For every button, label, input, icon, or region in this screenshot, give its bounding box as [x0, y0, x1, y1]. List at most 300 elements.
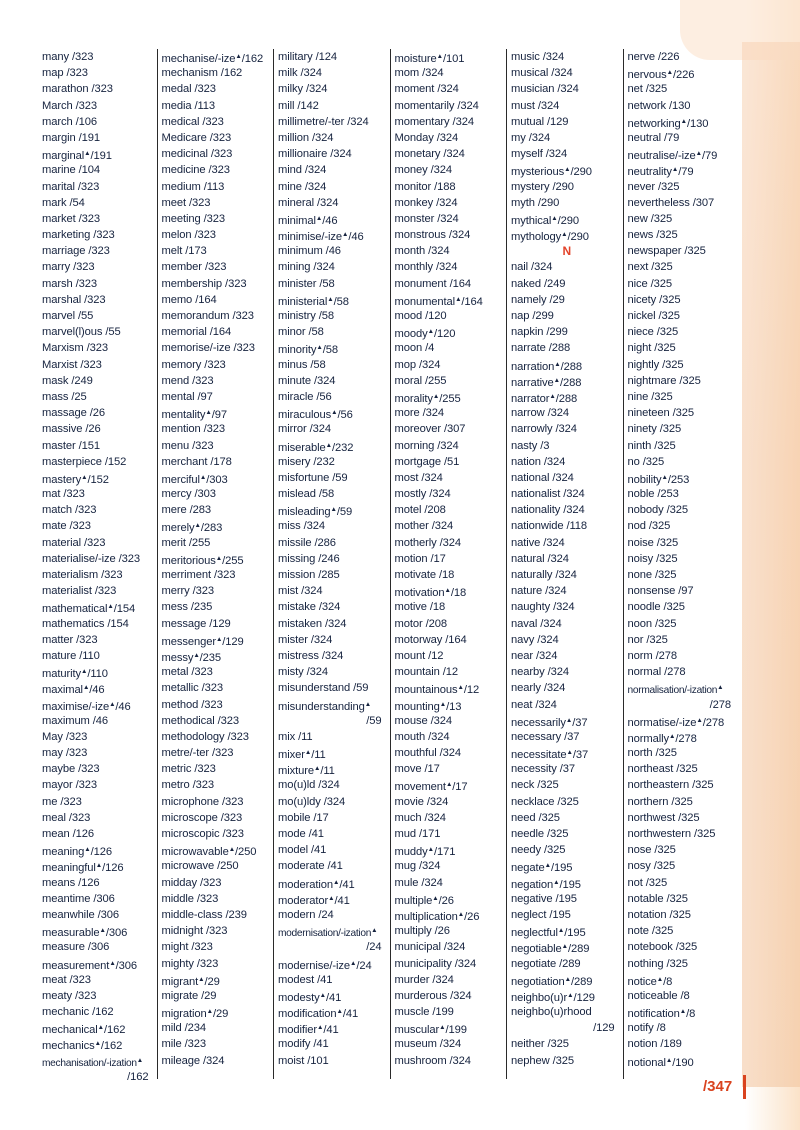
index-entry: myself /324	[511, 148, 568, 161]
index-entry: measurable▲/306	[42, 927, 128, 940]
index-entry: mechanic /162	[42, 1006, 114, 1019]
index-entry: miraculous▲/56	[278, 409, 353, 422]
index-entry: northeastern /325	[627, 779, 714, 792]
index-entry: mistake /324	[278, 601, 341, 614]
index-entry: moment /324	[394, 83, 459, 96]
index-entry: niece /325	[627, 326, 679, 339]
section-letter-heading: N	[562, 244, 572, 259]
index-entry: mastery▲/152	[42, 473, 109, 486]
index-entry: no /325	[627, 455, 665, 468]
index-entry: mouth /324	[394, 730, 450, 743]
index-entry: mother /324	[394, 520, 454, 533]
index-entry: mineral /324	[278, 196, 339, 209]
index-entry: Medicare /323	[161, 131, 232, 144]
index-entry: metal /323	[161, 666, 213, 679]
index-entry: next /325	[627, 261, 673, 274]
index-entry: more /324	[394, 407, 444, 420]
index-entry: minimum /46	[278, 245, 341, 258]
index-entry: mobile /17	[278, 811, 329, 824]
index-entry: misunderstand /59	[278, 682, 369, 695]
index-entry: motel /208	[394, 504, 446, 517]
index-entry: migrate /29	[161, 989, 217, 1002]
index-entry: miserable▲/232	[278, 441, 354, 454]
index-entry: May /323	[42, 730, 88, 743]
index-entry: near /324	[511, 649, 558, 662]
index-entry: mile /323	[161, 1038, 206, 1051]
index-entry: mom /324	[394, 67, 444, 80]
index-entry: map /323	[42, 67, 88, 80]
index-entry: neighbo(u)rhood	[511, 1006, 592, 1019]
index-entry: member /323	[161, 261, 227, 274]
index-entry: modesty▲/41	[278, 991, 342, 1004]
index-entry: muddy▲/171	[394, 846, 456, 859]
index-entry: mask /249	[42, 374, 93, 387]
index-entry: marshal /323	[42, 293, 106, 306]
index-entry: municipal /324	[394, 941, 466, 954]
index-entry: midnight /323	[161, 925, 228, 938]
index-entry: milky /324	[278, 83, 328, 96]
index-entry: nickel /325	[627, 310, 680, 322]
index-entry: mule /324	[394, 876, 443, 889]
index-entry: narrative▲/288	[511, 376, 582, 389]
index-entry: ministerial▲/58	[278, 295, 349, 308]
index-entry: meaty /323	[42, 989, 97, 1002]
index-entry: murder /324	[394, 973, 454, 986]
index-entry: methodical /323	[161, 714, 239, 727]
index-entry: mislead /58	[278, 488, 335, 501]
index-entry: mat /323	[42, 488, 85, 501]
index-entry: menu /323	[161, 439, 214, 452]
index-entry: negotiate /289	[511, 957, 581, 970]
index-entry: neither /325	[511, 1038, 569, 1051]
index-entry: mistaken /324	[278, 617, 347, 630]
index-entry: motor /208	[394, 617, 447, 630]
index-entry: musician /324	[511, 83, 579, 96]
index-entry: marital /323	[42, 180, 100, 193]
index-entry: marvel /55	[42, 310, 94, 322]
index-entry: metric /323	[161, 763, 216, 776]
index-entry: nephew /325	[511, 1054, 574, 1067]
index-entry: navy /324	[511, 633, 559, 646]
index-entry: new /325	[627, 212, 673, 225]
index-entry: network /130	[627, 99, 691, 112]
index-entry: nose /325	[627, 844, 676, 857]
index-entry: mortgage /51	[394, 455, 460, 468]
index-entry: negotiation▲/289	[511, 975, 593, 988]
index-entry: mature /110	[42, 649, 100, 662]
index-entry: microphone /323	[161, 795, 244, 808]
index-entry: my /324	[511, 131, 551, 144]
index-entry: mo(u)ldy /324	[278, 795, 346, 808]
index-entry: migration▲/29	[161, 1008, 229, 1021]
index-entry: national /324	[511, 471, 574, 484]
index-entry: never /325	[627, 180, 680, 193]
index-column-4	[390, 49, 507, 1079]
index-entry-continuation: /59	[366, 714, 382, 727]
index-entry: modernisation/-ization▲	[278, 927, 378, 940]
index-entry: misty /324	[278, 666, 328, 679]
index-entry: northwest /325	[627, 811, 700, 824]
index-column-2	[157, 49, 274, 1079]
index-entry: minute /324	[278, 374, 336, 387]
index-entry: mate /323	[42, 520, 91, 533]
index-entry: mechanisation/-ization▲	[42, 1056, 143, 1069]
index-entry: medicinal /323	[161, 148, 233, 161]
index-entry: metre/-ter /323	[161, 747, 234, 760]
index-entry: neglect /195	[511, 908, 571, 921]
index-column-1	[40, 49, 157, 1083]
index-entry: nap /299	[511, 310, 554, 322]
index-entry: nothing /325	[627, 957, 688, 970]
index-entry: naked /249	[511, 277, 566, 290]
index-entry: moderate /41	[278, 860, 343, 873]
index-entry: nor /325	[627, 633, 668, 646]
index-entry: namely /29	[511, 293, 565, 306]
index-entry: membership /323	[161, 277, 247, 290]
index-entry: necessitate▲/37	[511, 749, 589, 762]
index-entry: meantime /306	[42, 892, 115, 905]
index-entry: mountain /12	[394, 666, 458, 679]
index-column-6	[623, 49, 740, 1079]
index-entry: merriment /323	[161, 569, 236, 581]
index-entry: noticeable /8	[627, 989, 690, 1002]
page-number: /347	[703, 1078, 733, 1095]
index-entry: mode /41	[278, 828, 324, 840]
index-entry: modification▲/41	[278, 1008, 359, 1021]
index-entry: multiple▲/26	[394, 894, 454, 907]
index-entry: motorway /164	[394, 633, 467, 646]
index-entry: moisture▲/101	[394, 53, 465, 65]
index-entry: market /323	[42, 212, 100, 225]
index-entry: noisy /325	[627, 552, 678, 565]
index-entry: mixture▲/11	[278, 765, 335, 778]
index-entry: newspaper /325	[627, 245, 706, 258]
index-column-3	[273, 49, 390, 1079]
index-entry: most /324	[394, 471, 443, 484]
index-entry: noise /325	[627, 536, 679, 549]
index-entry: mathematical▲/154	[42, 603, 136, 616]
index-entry: moral /255	[394, 374, 447, 387]
index-entry: mental /97	[161, 390, 213, 403]
index-entry: melt /173	[161, 245, 207, 258]
index-entry: motherly /324	[394, 536, 461, 549]
index-entry-continuation: /278	[709, 698, 731, 711]
index-entry: motivation▲/18	[394, 587, 467, 600]
index-entry: mythical▲/290	[511, 214, 579, 227]
index-entry: March /323	[42, 99, 97, 112]
index-entry: native /324	[511, 536, 565, 549]
index-entry: marriage /323	[42, 245, 110, 258]
index-entry: muscle /199	[394, 1006, 454, 1019]
index-entry: move /17	[394, 763, 440, 776]
index-entry: ministry /58	[278, 310, 334, 322]
index-entry: movement▲/17	[394, 781, 468, 794]
index-entry: mister /324	[278, 633, 333, 646]
index-entry: Marxism /323	[42, 342, 108, 355]
index-entry-continuation: /162	[127, 1070, 149, 1083]
index-entry: mend /323	[161, 374, 214, 387]
index-entry: mist /324	[278, 585, 323, 598]
index-entry: maybe /323	[42, 763, 100, 776]
index-entry: not /325	[627, 876, 668, 889]
index-entry: networking▲/130	[627, 117, 709, 130]
index-entry: maximal▲/46	[42, 684, 105, 697]
index-entry: neighbo(u)r▲/129	[511, 991, 595, 1004]
index-column-5	[506, 49, 623, 1079]
index-entry: million /324	[278, 131, 334, 144]
index-entry: necessary /37	[511, 730, 580, 743]
index-entry: notation /325	[627, 908, 691, 921]
index-entry: napkin /299	[511, 326, 568, 339]
index-entry: methodology /323	[161, 730, 249, 743]
index-entry: mild /234	[161, 1022, 206, 1035]
index-entry: monument /164	[394, 277, 471, 290]
index-entry: milk /324	[278, 67, 322, 80]
index-entry: meaning▲/126	[42, 846, 112, 859]
index-entry: monetary /324	[394, 148, 465, 161]
index-entry: meanwhile /306	[42, 908, 119, 921]
index-entry: mine /324	[278, 180, 327, 193]
index-entry: mechanics▲/162	[42, 1040, 123, 1053]
index-entry: marketing /323	[42, 229, 115, 242]
index-entry: messenger▲/129	[161, 635, 244, 648]
index-entry: money /324	[394, 164, 452, 177]
index-entry: myth /290	[511, 196, 560, 209]
index-entry: mechanism /162	[161, 67, 243, 80]
index-entry: nobility▲/253	[627, 473, 690, 486]
index-entry: normalisation/-ization▲	[627, 684, 724, 697]
index-entry: materialist /323	[42, 585, 117, 598]
index-entry: mentality▲/97	[161, 409, 227, 422]
index-entry: metro /323	[161, 779, 214, 792]
index-entry: nationalist /324	[511, 488, 585, 501]
index-entry: neutralise/-ize▲/79	[627, 150, 718, 163]
index-entry: maturity▲/110	[42, 668, 108, 681]
index-entry: motivate /18	[394, 569, 455, 581]
index-entry-continuation: /24	[366, 941, 382, 954]
index-entry: misunderstanding▲	[278, 700, 372, 713]
index-entry: model /41	[278, 844, 327, 857]
index-entry: master /151	[42, 439, 100, 452]
index-entry: northeast /325	[627, 763, 698, 776]
index-entry: modest /41	[278, 973, 333, 986]
index-entry: nasty /3	[511, 439, 550, 452]
index-entry: ninth /325	[627, 439, 676, 452]
index-entry: mirror /324	[278, 423, 331, 436]
index-entry: measurement▲/306	[42, 959, 138, 972]
index-entry: notebook /325	[627, 941, 698, 954]
index-entry: memorise/-ize /323	[161, 342, 255, 355]
index-entry: nightly /325	[627, 358, 684, 371]
index-entry: merry /323	[161, 585, 214, 598]
index-entry: negate▲/195	[511, 862, 573, 875]
index-entry: nervous▲/226	[627, 69, 695, 82]
index-entry: minority▲/58	[278, 344, 338, 357]
index-entry: nationality /324	[511, 504, 585, 517]
index-entry: material /323	[42, 536, 106, 549]
index-entry: neglectful▲/195	[511, 927, 586, 940]
index-entry: narrow /324	[511, 407, 569, 420]
index-entry: memo /164	[161, 293, 217, 306]
index-entry: means /126	[42, 876, 100, 889]
index-entry: military /124	[278, 51, 338, 63]
index-entry: measure /306	[42, 941, 110, 954]
index-entry: narrate /288	[511, 342, 571, 355]
index-entry: nod /325	[627, 520, 671, 533]
index-entry: momentarily /324	[394, 99, 479, 112]
index-entry: needle /325	[511, 828, 569, 840]
index-entry: mean /126	[42, 828, 94, 840]
index-entry: necessity /37	[511, 763, 575, 776]
index-entry: month /324	[394, 245, 450, 258]
index-entry: mission /285	[278, 569, 340, 581]
index-entry: notable /325	[627, 892, 688, 905]
index-entry: missile /286	[278, 536, 336, 549]
index-entry: mixer▲/11	[278, 749, 326, 762]
index-entry: mostly /324	[394, 488, 451, 501]
index-entry: mouse /324	[394, 714, 452, 727]
index-entry: memorial /164	[161, 326, 232, 339]
index-entry: mathematics /154	[42, 617, 129, 630]
index-entry: middle /323	[161, 892, 219, 905]
index-entry: mere /283	[161, 504, 211, 517]
index-entry: nevertheless /307	[627, 196, 715, 209]
index-entry: muscular▲/199	[394, 1024, 467, 1037]
index-entry: night /325	[627, 342, 676, 355]
index-entry: modifier▲/41	[278, 1024, 339, 1037]
index-entry: mounting▲/13	[394, 700, 462, 713]
index-entry: mushroom /324	[394, 1054, 471, 1067]
index-entry: ninety /325	[627, 423, 682, 436]
index-entry: merely▲/283	[161, 522, 223, 535]
index-entry: normal /278	[627, 666, 686, 679]
index-entry: noodle /325	[627, 601, 685, 614]
index-entry: narrowly /324	[511, 423, 577, 436]
index-entry: Marxist /323	[42, 358, 102, 371]
index-entry: misfortune /59	[278, 471, 348, 484]
index-entry: modern /24	[278, 908, 334, 921]
index-entry: monumental▲/164	[394, 295, 483, 308]
index-entry: note /325	[627, 925, 674, 938]
index-entry: mo(u)ld /324	[278, 779, 340, 792]
index-entry: metallic /323	[161, 682, 224, 695]
index-entry: microscope /323	[161, 811, 243, 824]
index-entry: meritorious▲/255	[161, 554, 244, 567]
index-entry: materialise/-ize /323	[42, 552, 141, 565]
index-entry: none /325	[627, 569, 677, 581]
index-entry: murderous /324	[394, 989, 472, 1002]
index-entry: memorandum /323	[161, 310, 254, 322]
index-entry: maximum /46	[42, 714, 109, 727]
index-entry: noble /253	[627, 488, 679, 501]
index-entry: merchant /178	[161, 455, 232, 468]
index-entry: net /325	[627, 83, 668, 96]
index-entry: mug /324	[394, 860, 441, 873]
index-entry: mop /324	[394, 358, 441, 371]
index-entry: mechanise/-ize▲/162	[161, 53, 264, 65]
index-entry: medium /113	[161, 180, 225, 193]
index-entry: notification▲/8	[627, 1008, 696, 1021]
index-entry: midday /323	[161, 876, 222, 889]
index-entry: mount /12	[394, 649, 444, 662]
index-entry: mix /11	[278, 730, 313, 743]
index-entry: memory /323	[161, 358, 226, 371]
index-entry: merit /255	[161, 536, 211, 549]
page-number-bar	[743, 1075, 746, 1099]
index-entry: meal /323	[42, 811, 91, 824]
index-entry: notion /189	[627, 1038, 682, 1051]
index-entry: moist /101	[278, 1054, 329, 1067]
index-entry: masterpiece /152	[42, 455, 127, 468]
index-entry: mechanical▲/162	[42, 1024, 126, 1037]
index-entry: minor /58	[278, 326, 324, 339]
index-entry: museum /324	[394, 1038, 462, 1051]
index-entry: millimetre/-ter /324	[278, 115, 369, 128]
index-entry: narrator▲/288	[511, 392, 578, 405]
index-entry: meet /323	[161, 196, 211, 209]
index-entry: north /325	[627, 747, 677, 760]
index-entry: monster /324	[394, 212, 459, 225]
index-entry: morality▲/255	[394, 392, 461, 405]
index-entry: nearly /324	[511, 682, 566, 695]
index-entry: mood /120	[394, 310, 447, 322]
index-entry: norm /278	[627, 649, 677, 662]
index-entry: negative /195	[511, 892, 577, 905]
index-entry: multiply /26	[394, 925, 450, 938]
index-entry: mistress /324	[278, 649, 344, 662]
index-entry: morning /324	[394, 439, 459, 452]
index-entry: merciful▲/303	[161, 473, 228, 486]
index-entry: mess /235	[161, 601, 213, 614]
index-entry: notice▲/8	[627, 975, 673, 988]
index-entry: nice /325	[627, 277, 673, 290]
index-entry: nonsense /97	[627, 585, 694, 598]
index-entry: need /325	[511, 811, 560, 824]
index-entry: messy▲/235	[161, 651, 222, 664]
index-entry: microscopic /323	[161, 828, 244, 840]
index-entry: middle-class /239	[161, 908, 247, 921]
index-entry: narration▲/288	[511, 360, 582, 373]
index-entry: nationwide /118	[511, 520, 588, 533]
index-entry: mighty /323	[161, 957, 219, 970]
index-entry: mill /142	[278, 99, 319, 112]
index-entry: method /323	[161, 698, 223, 711]
index-entry: mileage /324	[161, 1054, 225, 1067]
index-entry: northern /325	[627, 795, 693, 808]
index-entry: matter /323	[42, 633, 98, 646]
index-entry: mouthful /324	[394, 747, 461, 760]
index-entry: minimise/-ize▲/46	[278, 231, 364, 244]
index-entry: multiplication▲/26	[394, 910, 480, 923]
index-entry: may /323	[42, 747, 88, 760]
index-entry: marine /104	[42, 164, 100, 177]
index-entry: mythology▲/290	[511, 231, 589, 244]
index-entry: neck /325	[511, 779, 559, 792]
index-entry: marathon /323	[42, 83, 113, 96]
index-entry: moon /4	[394, 342, 435, 355]
index-entry: melon /323	[161, 229, 216, 242]
index-entry: miss /324	[278, 520, 325, 533]
index-entry: mining /324	[278, 261, 335, 274]
index-entry: nicety /325	[627, 293, 681, 306]
index-entry: natural /324	[511, 552, 569, 565]
page-edge-tab	[742, 42, 800, 1087]
index-entry: municipality /324	[394, 957, 477, 970]
index-entry: mercy /303	[161, 488, 216, 501]
index-entry: momentary /324	[394, 115, 474, 128]
index-entry: modify /41	[278, 1038, 329, 1051]
index-entry: nature /324	[511, 585, 567, 598]
